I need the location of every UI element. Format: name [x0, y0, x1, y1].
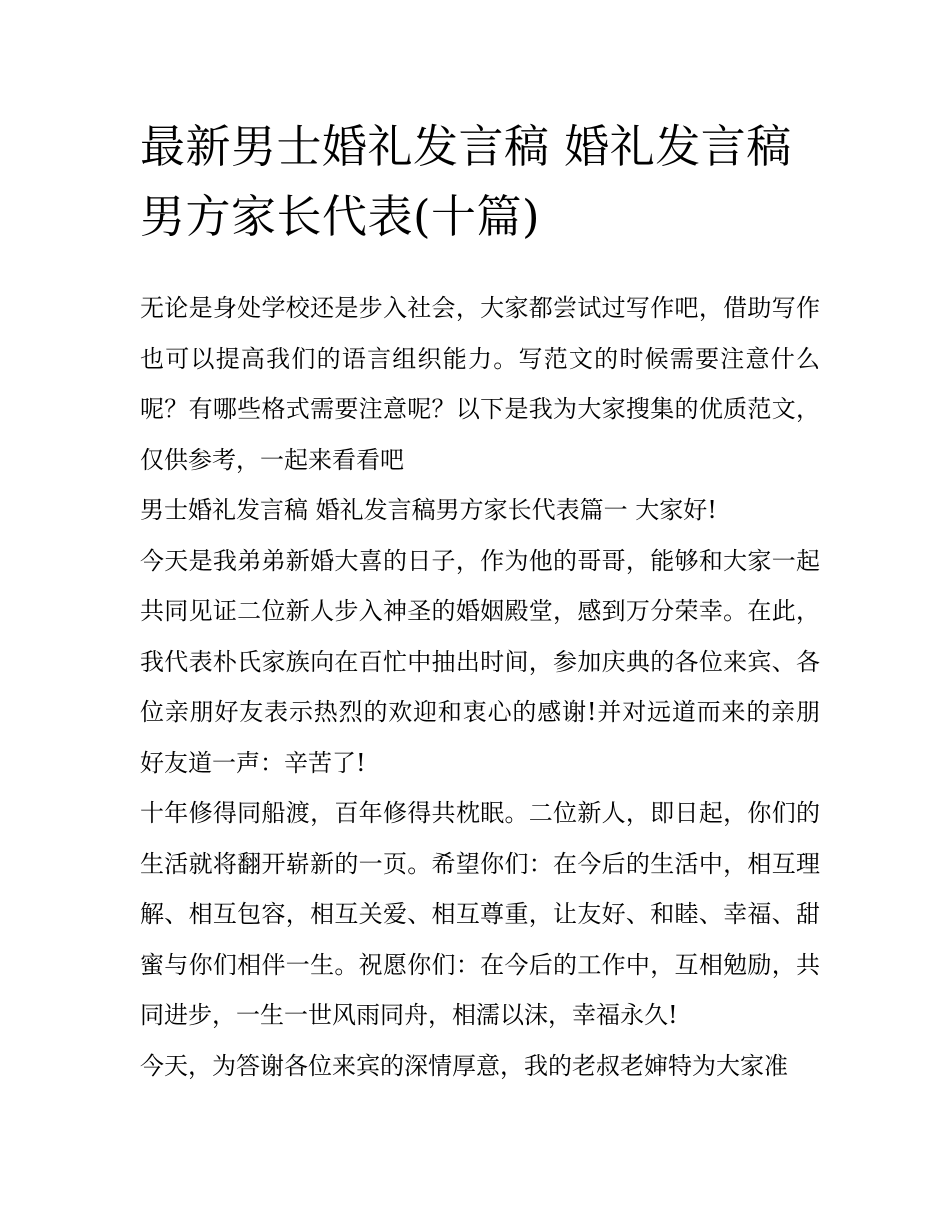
paragraph-intro: 无论是身处学校还是步入社会，大家都尝试过写作吧，借助写作也可以提高我们的语言组织能力。写范文的时候需要注意什么呢？有哪些格式需要注意呢？以下是我为大家搜集的优质范文，仅供参考，一起来看看吧 — [140, 294, 820, 474]
paragraph-section-heading: 男士婚礼发言稿 婚礼发言稿男方家长代表篇一 大家好! — [140, 496, 717, 524]
paragraph-thanks: 今天，为答谢各位来宾的深情厚意，我的老叔老婶特为大家准 — [140, 1051, 788, 1080]
paragraph-welcome: 今天是我弟弟新婚大喜的日子，作为他的哥哥，能够和大家一起共同见证二位新人步入神圣的婚姻殿堂，感到万分荣幸。在此，我代表朴氏家族向在百忙中抽出时间，参加庆典的各位来宾、各位亲朋好友表示热烈的欢迎和衷心的感谢!并对远道而来的亲朋好友道一声：辛苦了! — [140, 546, 820, 777]
paragraph-blessing: 十年修得同船渡，百年修得共枕眠。二位新人，即日起，你们的生活就将翻开崭新的一页。希望你们：在今后的生活中，相互理解、相互包容，相互关爱、相互尊重，让友好、和睦、幸福、甜蜜与你们相伴一生。祝愿你们：在今后的工作中，互相勉励，共同进步，一生一世风雨同舟，相濡以沫，幸福永久! — [140, 799, 820, 1029]
document-title: 最新男士婚礼发言稿 婚礼发言稿男方家长代表(十篇) — [140, 120, 792, 243]
document-body — [140, 283, 820, 1091]
